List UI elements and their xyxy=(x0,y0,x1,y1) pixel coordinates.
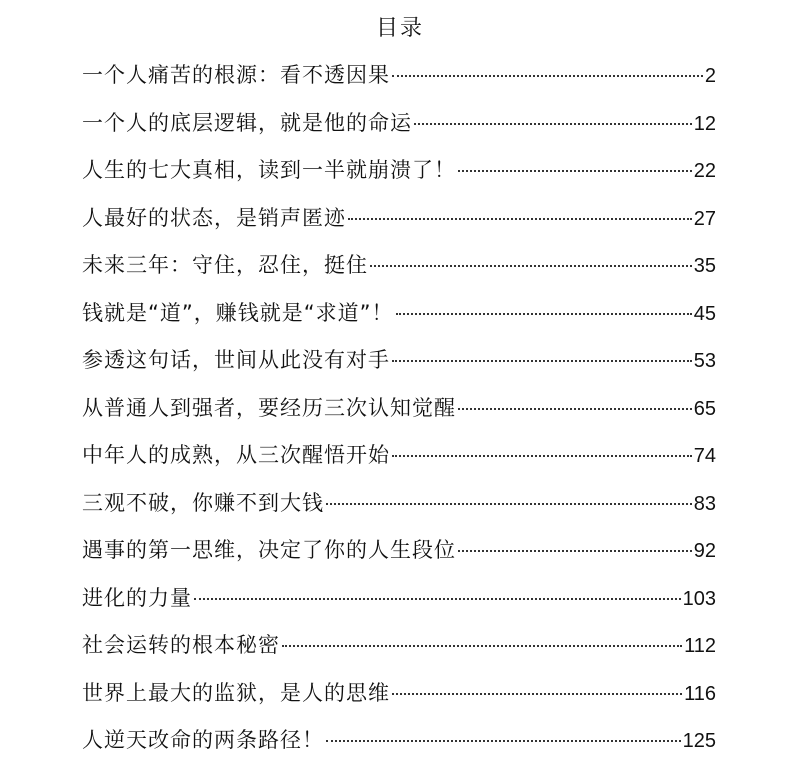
toc-entry[interactable] xyxy=(82,581,716,629)
toc-entry[interactable] xyxy=(82,676,716,724)
toc-entry-title: 一个人痛苦的根源：看不透因果 xyxy=(82,63,390,87)
dot-leader xyxy=(396,313,692,315)
toc-entry-title: 人最好的状态，是销声匿迹 xyxy=(82,205,346,230)
dot-leader xyxy=(458,170,692,172)
dot-leader xyxy=(348,218,692,220)
toc-entry[interactable] xyxy=(82,628,716,676)
toc-entry[interactable] xyxy=(82,486,716,534)
toc-entry-title: 未来三年：守住，忍住，挺住 xyxy=(82,253,368,277)
toc-page-number: 45 xyxy=(693,302,716,325)
toc-list xyxy=(82,58,716,771)
toc-entry-title: 三观不破，你赚不到大钱 xyxy=(82,490,324,515)
toc-page-number: 53 xyxy=(693,350,716,372)
toc-entry[interactable] xyxy=(82,391,716,439)
toc-page-number: 2 xyxy=(704,65,716,87)
toc-entry-title: 进化的力量 xyxy=(82,585,192,610)
toc-entry[interactable] xyxy=(82,106,716,154)
dot-leader xyxy=(282,645,682,647)
toc-page-number: 35 xyxy=(693,255,716,277)
toc-page-number: 27 xyxy=(693,207,716,230)
dot-leader xyxy=(458,408,692,410)
dot-leader xyxy=(392,455,692,457)
toc-page-number: 125 xyxy=(682,730,716,752)
toc-entry[interactable] xyxy=(82,153,716,201)
toc-entry-title: 人逆天改命的两条路径！ xyxy=(82,728,324,752)
toc-page-number: 12 xyxy=(693,112,716,135)
toc-entry-title: 从普通人到强者，要经历三次认知觉醒 xyxy=(82,395,456,420)
toc-page-number: 116 xyxy=(684,682,716,705)
toc-heading: 目录 xyxy=(375,16,424,41)
toc-entry-title: 人生的七大真相，读到一半就崩溃了！ xyxy=(82,158,456,182)
dot-leader xyxy=(414,123,692,125)
toc-entry-title: 参透这句话，世间从此没有对手 xyxy=(82,348,390,372)
toc-entry[interactable] xyxy=(82,438,716,486)
toc-entry-title: 一个人的底层逻辑，就是他的命运 xyxy=(82,110,412,135)
dot-leader xyxy=(392,75,703,77)
toc-entry[interactable] xyxy=(82,201,716,249)
toc-entry[interactable] xyxy=(82,533,716,581)
dot-leader xyxy=(326,503,692,505)
dot-leader xyxy=(392,693,682,695)
toc-entry[interactable] xyxy=(82,248,716,296)
toc-entry[interactable] xyxy=(82,58,716,106)
toc-page-number: 83 xyxy=(693,492,716,515)
dot-leader xyxy=(370,265,692,267)
dot-leader xyxy=(458,550,692,552)
toc-entry-title: 社会运转的根本秘密 xyxy=(82,633,280,657)
toc-entry-title: 中年人的成熟，从三次醒悟开始 xyxy=(82,443,390,467)
toc-page-number: 22 xyxy=(693,160,716,182)
toc-entry-title: 世界上最大的监狱，是人的思维 xyxy=(82,680,390,705)
dot-leader xyxy=(326,740,681,742)
toc-page-number: 103 xyxy=(682,587,716,610)
dot-leader xyxy=(392,360,692,362)
toc-page-number: 74 xyxy=(693,445,716,467)
toc-page-number: 65 xyxy=(693,397,716,420)
toc-entry[interactable] xyxy=(82,343,716,391)
toc-entry[interactable] xyxy=(82,723,716,771)
toc-page-number: 92 xyxy=(693,540,716,562)
dot-leader xyxy=(194,598,681,600)
toc-entry-title: 遇事的第一思维，决定了你的人生段位 xyxy=(82,538,456,562)
toc-entry[interactable] xyxy=(82,296,716,344)
toc-page-number: 112 xyxy=(684,635,716,657)
toc-entry-title: 钱就是“道”，赚钱就是“求道”！ xyxy=(82,300,394,325)
